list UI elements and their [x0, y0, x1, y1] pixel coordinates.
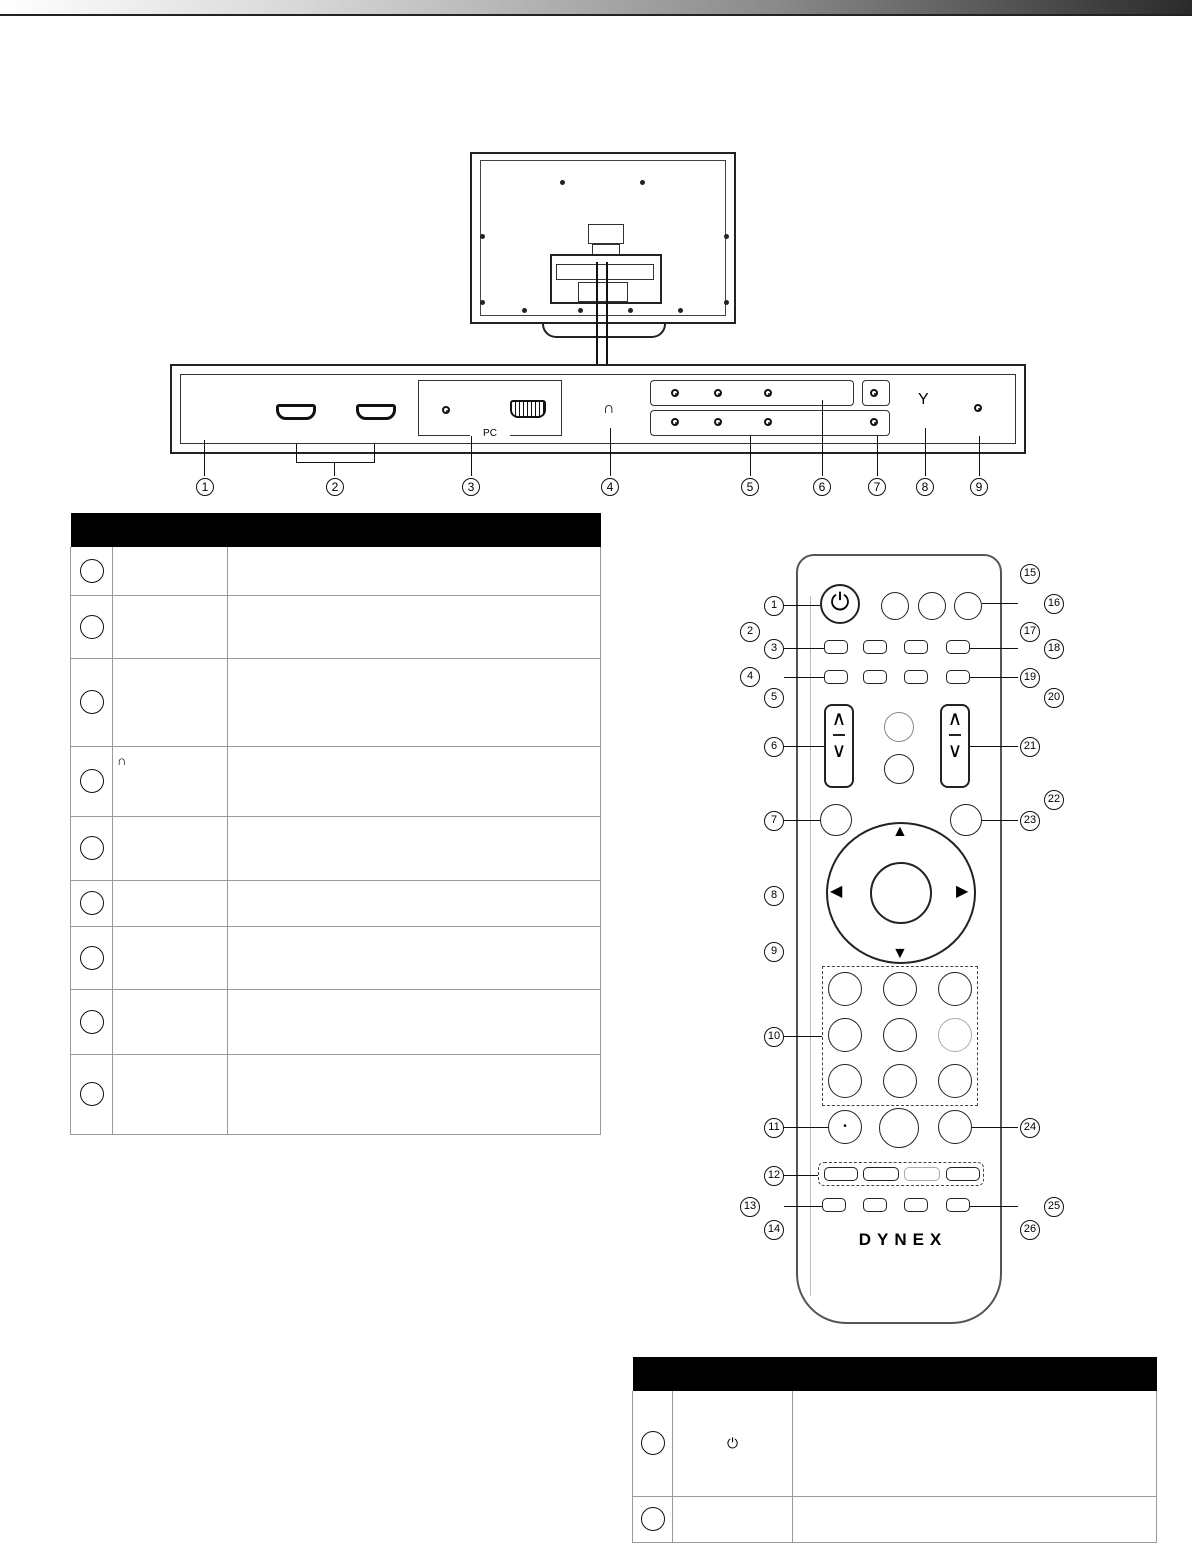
mount-hole — [640, 180, 645, 185]
remote-callout-22: 22 — [1044, 790, 1064, 810]
remote-button — [904, 670, 928, 684]
remote-callout-8: 8 — [764, 886, 784, 906]
callout-2: 2 — [326, 478, 344, 496]
row-item — [113, 746, 228, 816]
remote-callout-5: 5 — [764, 688, 784, 708]
remote-callout-3: 3 — [764, 639, 784, 659]
pc-audio-jack — [442, 406, 450, 414]
remote-button — [824, 670, 848, 684]
brand-logo: DYNEX — [858, 1230, 948, 1249]
leader-line — [970, 648, 1018, 649]
number-button — [938, 1018, 972, 1052]
row-description — [793, 1496, 1157, 1542]
remote-button — [863, 670, 887, 684]
headphone-icon: ∩ — [603, 400, 615, 417]
leader-line — [334, 462, 335, 476]
volume-rocker — [824, 704, 854, 788]
leader-line — [979, 436, 980, 476]
color-button — [904, 1167, 940, 1181]
screw-hole — [678, 308, 683, 313]
table-row — [633, 1496, 1157, 1542]
remote-callout-18: 18 — [1044, 639, 1064, 659]
callout-7: 7 — [868, 478, 886, 496]
chevron-down-icon: ∨ — [831, 740, 847, 762]
table-row — [71, 989, 601, 1054]
number-button — [828, 972, 862, 1006]
leader-line — [970, 677, 1018, 678]
header-gradient-bar — [0, 0, 1192, 14]
row-number — [71, 746, 113, 816]
remote-callout-9: 9 — [764, 942, 784, 962]
callout-8: 8 — [916, 478, 934, 496]
remote-button — [863, 1198, 887, 1212]
row-number-circle — [80, 946, 104, 970]
component-jack — [764, 389, 772, 397]
header-cell-item — [113, 513, 228, 547]
audio-out-jack — [870, 418, 878, 426]
header-cell-item — [673, 1357, 793, 1391]
leader-line — [784, 746, 824, 747]
screw-hole — [578, 308, 583, 313]
leader-line — [970, 746, 1018, 747]
callout-3: 3 — [462, 478, 480, 496]
remote-callout-24: 24 — [1020, 1118, 1040, 1138]
remote-button — [884, 754, 914, 784]
remote-button — [822, 1198, 846, 1212]
table-row — [71, 880, 601, 926]
remote-button — [946, 670, 970, 684]
number-button — [828, 1018, 862, 1052]
leader-line — [982, 603, 1018, 604]
leader-line — [784, 820, 820, 821]
arrow-up-icon: ▲ — [892, 823, 908, 840]
av-jack — [714, 418, 722, 426]
remote-button — [954, 592, 982, 620]
audio-out-jack — [870, 389, 878, 397]
tv-stand-mount — [578, 282, 628, 302]
remote-callout-25: 25 — [1044, 1197, 1064, 1217]
av-jack — [764, 418, 772, 426]
callout-6: 6 — [813, 478, 831, 496]
chevron-up-icon: ∧ — [831, 708, 847, 730]
remote-button — [946, 1198, 970, 1212]
row-description — [228, 1054, 601, 1134]
headphone-icon: ∩ — [117, 752, 127, 768]
row-description — [228, 595, 601, 658]
ok-button — [870, 862, 932, 924]
remote-callout-26: 26 — [1020, 1220, 1040, 1240]
component-jack — [671, 389, 679, 397]
remote-button — [824, 640, 848, 654]
component-input-group — [650, 380, 854, 406]
leader-line — [204, 440, 205, 476]
row-item — [113, 989, 228, 1054]
table-row — [71, 746, 601, 816]
remote-callout-16: 16 — [1044, 594, 1064, 614]
dot-button: • — [828, 1110, 862, 1144]
remote-button — [881, 592, 909, 620]
arrow-left-icon: ◀ — [830, 883, 843, 900]
remote-button — [904, 1198, 928, 1212]
remote-edge-line — [810, 596, 811, 1296]
screw-hole — [724, 234, 729, 239]
leader-line — [784, 605, 820, 606]
remote-callout-7: 7 — [764, 811, 784, 831]
remote-button — [904, 640, 928, 654]
channel-rocker — [940, 704, 970, 788]
rocker-divider — [833, 734, 845, 736]
row-description — [228, 989, 601, 1054]
screw-hole — [628, 308, 633, 313]
row-item — [113, 658, 228, 746]
service-jack — [974, 404, 982, 412]
row-item — [113, 1054, 228, 1134]
remote-callout-14: 14 — [764, 1220, 784, 1240]
row-item — [113, 880, 228, 926]
row-number-circle — [641, 1507, 665, 1531]
row-number — [71, 595, 113, 658]
row-number-circle — [641, 1431, 665, 1455]
leader-line — [877, 436, 878, 476]
callout-4: 4 — [601, 478, 619, 496]
mount-hole — [560, 180, 565, 185]
color-button — [946, 1167, 980, 1181]
row-number-circle — [80, 690, 104, 714]
header-cell-description — [793, 1357, 1157, 1391]
number-button — [828, 1064, 862, 1098]
leader-line — [750, 436, 751, 476]
row-number — [71, 989, 113, 1054]
callout-5: 5 — [741, 478, 759, 496]
row-item — [113, 547, 228, 595]
table-row — [633, 1391, 1157, 1496]
leader-line — [972, 1127, 1018, 1128]
row-description — [228, 880, 601, 926]
leader-line — [822, 400, 823, 476]
row-number-circle — [80, 559, 104, 583]
row-description — [228, 926, 601, 989]
row-number-circle — [80, 769, 104, 793]
row-description — [228, 547, 601, 595]
remote-callout-2: 2 — [740, 622, 760, 642]
row-item — [113, 926, 228, 989]
callout-1: 1 — [196, 478, 214, 496]
zoom-line-left — [596, 262, 598, 366]
header-cell-num — [633, 1357, 673, 1391]
number-button — [883, 1018, 917, 1052]
leader-line — [925, 428, 926, 476]
leader-line — [784, 677, 824, 678]
vga-port — [510, 400, 546, 418]
callout-9: 9 — [970, 478, 988, 496]
remote-callout-6: 6 — [764, 737, 784, 757]
leader-line — [471, 436, 472, 476]
row-description — [793, 1391, 1157, 1496]
row-number — [633, 1391, 673, 1496]
row-item — [673, 1391, 793, 1496]
leader-line — [982, 820, 1018, 821]
arrow-down-icon: ▼ — [892, 945, 908, 962]
row-number — [633, 1496, 673, 1542]
remote-button — [946, 640, 970, 654]
row-number — [71, 547, 113, 595]
row-number — [71, 1054, 113, 1134]
chevron-down-icon: ∨ — [947, 740, 963, 762]
header-cell-description — [228, 513, 601, 547]
row-number-circle — [80, 615, 104, 639]
remote-callout-17: 17 — [1020, 622, 1040, 642]
row-description — [228, 746, 601, 816]
screw-hole — [522, 308, 527, 313]
power-icon: ⏻ — [820, 584, 860, 624]
leader-line — [610, 428, 611, 476]
remote-button — [918, 592, 946, 620]
tv-label-plate — [588, 224, 624, 244]
arrow-right-icon: ▶ — [956, 883, 969, 900]
tv-back-illustration — [470, 152, 736, 324]
tv-jacks-table — [70, 513, 601, 1135]
remote-button — [884, 712, 914, 742]
leader-line — [784, 1127, 828, 1128]
screw-hole — [480, 234, 485, 239]
leader-line — [784, 648, 824, 649]
zoom-line-right — [606, 262, 608, 366]
row-number-circle — [80, 1010, 104, 1034]
header-cell-num — [71, 513, 113, 547]
remote-buttons-table — [632, 1357, 1157, 1543]
pc-label: PC — [470, 428, 510, 439]
leader-line — [784, 1206, 822, 1207]
number-button — [879, 1108, 919, 1148]
row-description — [228, 658, 601, 746]
tv-jack-slot — [556, 264, 654, 280]
tv-stand — [542, 324, 666, 338]
table-header — [71, 513, 601, 547]
table-row — [71, 816, 601, 880]
number-button — [883, 972, 917, 1006]
remote-callout-11: 11 — [764, 1118, 784, 1138]
leader-line — [374, 444, 375, 462]
remote-callout-13: 13 — [740, 1197, 760, 1217]
table-row — [71, 1054, 601, 1134]
color-button — [824, 1167, 858, 1181]
leader-line — [296, 444, 297, 462]
row-description — [228, 816, 601, 880]
row-number-circle — [80, 836, 104, 860]
row-item — [113, 816, 228, 880]
remote-callout-1: 1 — [764, 596, 784, 616]
table-row — [71, 926, 601, 989]
row-number-circle — [80, 1082, 104, 1106]
screw-hole — [724, 300, 729, 305]
row-item — [113, 595, 228, 658]
navigation-pad — [826, 822, 976, 964]
table-row — [71, 547, 601, 595]
leader-line — [970, 1206, 1018, 1207]
table-header — [633, 1357, 1157, 1391]
av-jack — [671, 418, 679, 426]
rocker-divider — [949, 734, 961, 736]
remote-button — [938, 1110, 972, 1144]
component-jack — [714, 389, 722, 397]
row-number — [71, 816, 113, 880]
remote-callout-20: 20 — [1044, 688, 1064, 708]
remote-callout-15: 15 — [1020, 564, 1040, 584]
hdmi-port-1 — [276, 404, 316, 420]
remote-callout-23: 23 — [1020, 811, 1040, 831]
leader-line — [784, 1036, 822, 1037]
number-button — [883, 1064, 917, 1098]
remote-callout-12: 12 — [764, 1166, 784, 1186]
table-row — [71, 658, 601, 746]
remote-callout-21: 21 — [1020, 737, 1040, 757]
leader-line — [296, 462, 375, 463]
color-button — [863, 1167, 899, 1181]
chevron-up-icon: ∧ — [947, 708, 963, 730]
leader-line — [784, 1175, 818, 1176]
remote-callout-10: 10 — [764, 1027, 784, 1047]
remote-callout-19: 19 — [1020, 668, 1040, 688]
row-number — [71, 926, 113, 989]
power-icon: ⏻ — [726, 1434, 739, 1451]
remote-button — [863, 640, 887, 654]
antenna-icon: Y — [918, 391, 929, 408]
hdmi-port-2 — [356, 404, 396, 420]
row-number — [71, 880, 113, 926]
row-number-circle — [80, 891, 104, 915]
row-item — [673, 1496, 793, 1542]
number-button — [938, 972, 972, 1006]
remote-callout-4: 4 — [740, 667, 760, 687]
header-rule — [0, 14, 1192, 16]
number-button — [938, 1064, 972, 1098]
row-number — [71, 658, 113, 746]
table-row — [71, 595, 601, 658]
screw-hole — [480, 300, 485, 305]
